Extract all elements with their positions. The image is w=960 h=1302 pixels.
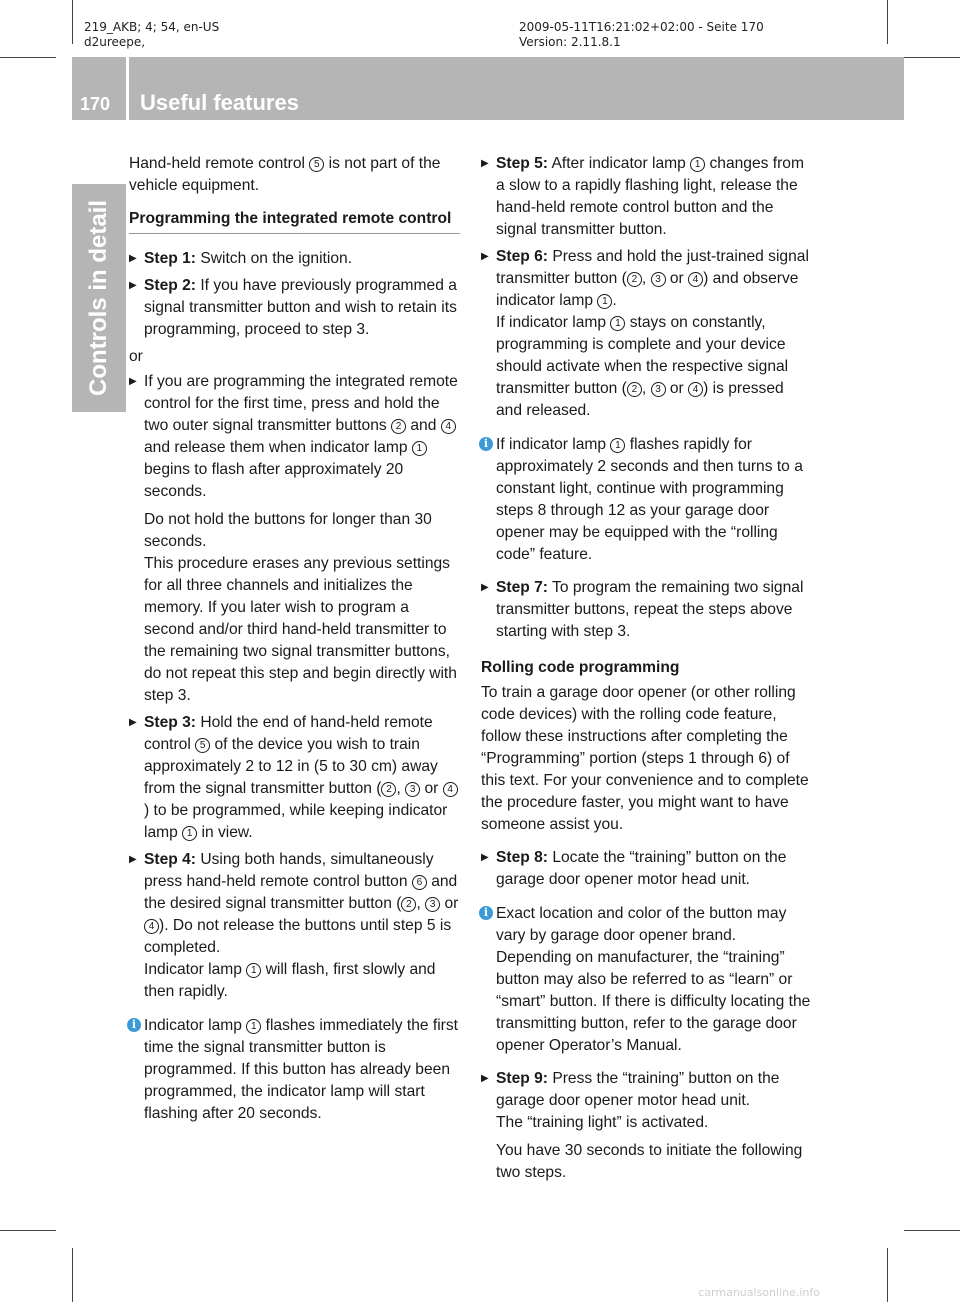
print-meta-left [84, 20, 219, 50]
page-number: 170 [80, 94, 111, 114]
meta-right-line2: Version: 2.11.8.1 [519, 35, 621, 49]
crop-mark [887, 0, 888, 44]
step-continuation: Do not hold the buttons for longer than 30 seconds. This procedure erases any previous settings for all three channels and initializes the memory. If you later wish to program a second and/or third hand-held transmitter to the remaining two signal transmitter buttons, do not repeat this step and begin directly with step 3. [144, 511, 457, 704]
callout-number: 6 [412, 875, 427, 890]
crop-mark [904, 1230, 960, 1231]
callout-number: 1 [182, 826, 197, 841]
step-arrow-icon: ▶ [129, 280, 137, 291]
callout-number: 5 [309, 157, 324, 172]
callout-number: 1 [597, 294, 612, 309]
left-column [129, 153, 460, 1136]
callout-number: 1 [610, 438, 625, 453]
callout-number: 4 [688, 272, 703, 287]
callout-number: 2 [627, 382, 642, 397]
step-continuation: You have 30 seconds to initiate the following two steps. [496, 1142, 803, 1181]
step-item: ▶ Step 4: Using both hands, simultaneously press hand-held remote control button 6 and the desired signal transmitter button ( 2 , 3 or 4 ). Do not release the buttons until step 5 is completed. Indicator lamp 1 will flash, first slowly and then rapidly. [129, 851, 459, 1000]
crop-mark [72, 1248, 73, 1302]
info-note: i Exact location and color of the button may vary by garage door opener brand. Depending on manufacturer, the “training” button may also be referred to as “learn” or “smart” button. If there is difficulty locating the transmitting button, refer to the garage door opener Operator’s Manual. [481, 903, 814, 1057]
step-arrow-icon: ▶ [129, 376, 137, 387]
step-item: ▶ If you are programming the integrated remote control for the first time, press and hold the two outer signal transmitter buttons 2 and 4 and release them when indicator lamp 1 begins to flash after approximately 20 seconds. Do not hold the buttons for longer than 30 seconds. This procedure erases any previous settings for all three channels and initializes the memory. If you later wish to program a second and/or third hand-held transmitter to the remaining two signal transmitter buttons, do not repeat this step and begin directly with step 3. [129, 371, 460, 707]
step-arrow-icon: ▶ [129, 253, 137, 264]
callout-number: 2 [391, 419, 406, 434]
callout-number: 4 [443, 782, 458, 797]
callout-number: 4 [441, 419, 456, 434]
step-arrow-icon: ▶ [481, 1073, 489, 1084]
callout-number: 1 [246, 1019, 261, 1034]
callout-number: 1 [690, 157, 705, 172]
step-arrow-icon: ▶ [129, 854, 137, 865]
info-icon: i [479, 906, 493, 920]
step-item: ▶ Step 5: After indicator lamp 1 changes from a slow to a rapidly flashing light, release the hand-held remote control button and the signal transmitter button. [481, 155, 804, 238]
callout-number: 3 [651, 272, 666, 287]
crop-mark [72, 0, 73, 44]
subsection-heading: Programming the integrated remote control [129, 208, 460, 234]
callout-number: 3 [651, 382, 666, 397]
info-icon: i [127, 1018, 141, 1032]
step-arrow-icon: ▶ [129, 717, 137, 728]
callout-number: 4 [144, 919, 159, 934]
callout-number: 1 [246, 963, 261, 978]
or-text: or [129, 348, 143, 365]
step-item: ▶ Step 9: Press the “training” button on the garage door opener motor head unit. The “training light” is activated. You have 30 seconds to initiate the following two steps. [481, 1068, 814, 1184]
callout-number: 2 [401, 897, 416, 912]
callout-number: 3 [425, 897, 440, 912]
header-separator [126, 57, 129, 120]
print-meta-right [519, 20, 764, 50]
callout-number: 5 [195, 738, 210, 753]
step-arrow-icon: ▶ [481, 582, 489, 593]
watermark: carmanualsonline.info [698, 1286, 820, 1299]
info-note: i Indicator lamp 1 flashes immediately the first time the signal transmitter button is programmed. If this button has already been programmed, the indicator lamp will start flashing after 20 seconds. [129, 1015, 460, 1125]
intro-paragraph: Hand-held remote control 5 is not part of the vehicle equipment. [129, 155, 441, 194]
step-item: ▶ Step 6: Press and hold the just-trained signal transmitter button ( 2 , 3 or 4 ) and observe indicator lamp 1 . If indicator lamp 1 stays on constantly, programming is complete and your device should activate when the respective signal transmitter button ( 2 , 3 or 4 ) is pressed and released. [481, 248, 809, 419]
step-arrow-icon: ▶ [481, 852, 489, 863]
step-arrow-icon: ▶ [481, 251, 489, 262]
crop-mark [904, 57, 960, 58]
crop-mark [0, 57, 56, 58]
rolling-code-heading: Rolling code programming [481, 659, 680, 676]
meta-left-line1: 219_AKB; 4; 54, en-US [84, 20, 220, 34]
crop-mark [0, 1230, 56, 1231]
crop-mark [887, 1248, 888, 1302]
meta-left-line2: d2ureepe, [84, 35, 146, 49]
info-icon: i [479, 437, 493, 451]
step-item: ▶ Step 2: If you have previously programmed a signal transmitter button and wish to retain its programming, proceed to step 3. [129, 277, 457, 338]
info-note: i If indicator lamp 1 flashes rapidly for approximately 2 seconds and then turns to a constant light, continue with programming steps 8 through 12 as your garage door opener may be equipped with the “rolling code” feature. [481, 434, 814, 566]
callout-number: 2 [381, 782, 396, 797]
callout-number: 2 [627, 272, 642, 287]
step-item: ▶ Step 8: Locate the “training” button on the garage door opener motor head unit. [481, 849, 787, 888]
right-column [481, 153, 814, 1189]
section-title: Useful features [140, 90, 299, 115]
step-item: ▶ Step 3: Hold the end of hand-held remote control 5 of the device you wish to train approximately 2 to 12 in (5 to 30 cm) away from the signal transmitter button ( 2 , 3 or 4) to be programmed, while keeping indicator lamp 1 in view. [129, 712, 460, 844]
step-item: ▶ Step 7: To program the remaining two signal transmitter buttons, repeat the steps above starting with step 3. [481, 579, 804, 640]
side-tab-label: Controls in detail [85, 199, 112, 397]
callout-number: 4 [688, 382, 703, 397]
rolling-code-paragraph: To train a garage door opener (or other rolling code devices) with the rolling code feature, follow these instructions after completing the “Programming” portion (steps 1 through 6) of this text. For your convenience and to complete the procedure faster, you might want to have someone assist you. [481, 684, 809, 833]
step-arrow-icon: ▶ [481, 158, 489, 169]
callout-number: 3 [405, 782, 420, 797]
step-item: ▶ Step 1: Switch on the ignition. [129, 248, 460, 270]
meta-right-line1: 2009-05-11T16:21:02+02:00 - Seite 170 [519, 20, 764, 34]
callout-number: 1 [412, 441, 427, 456]
callout-number: 1 [610, 316, 625, 331]
